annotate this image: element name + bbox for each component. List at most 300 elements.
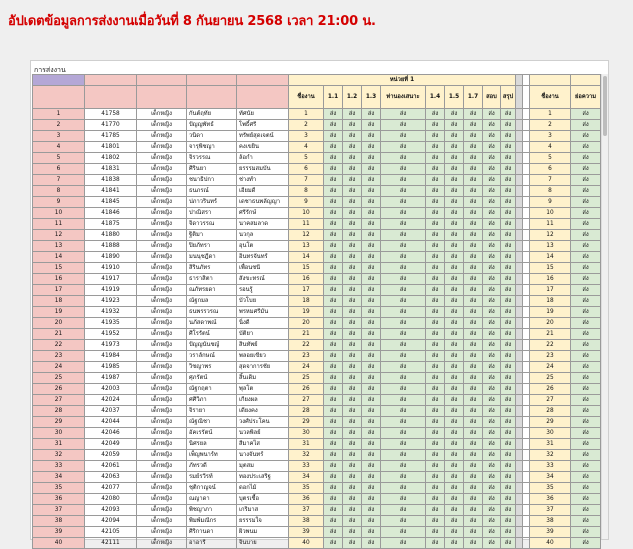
- spacer-cell[interactable]: [523, 340, 530, 351]
- status-1-3[interactable]: ส่ง: [362, 285, 381, 296]
- status-exam[interactable]: ส่ง: [483, 131, 501, 142]
- status-summary[interactable]: ส่ง: [501, 340, 516, 351]
- assignment-number-2[interactable]: 4: [530, 142, 571, 153]
- divider-cell[interactable]: [516, 197, 523, 208]
- assignment-number-2[interactable]: 33: [530, 461, 571, 472]
- student-prefix[interactable]: เด็กหญิง: [137, 285, 187, 296]
- student-prefix[interactable]: เด็กหญิง: [137, 538, 187, 549]
- status-summary[interactable]: ส่ง: [501, 263, 516, 274]
- student-prefix[interactable]: เด็กหญิง: [137, 263, 187, 274]
- student-id[interactable]: 42063: [85, 472, 137, 483]
- status-1-1[interactable]: ส่ง: [324, 307, 343, 318]
- assignment-number[interactable]: 8: [289, 186, 324, 197]
- status-summary-writing[interactable]: ส่ง: [571, 164, 601, 175]
- student-prefix[interactable]: เด็กหญิง: [137, 186, 187, 197]
- student-prefix[interactable]: เด็กหญิง: [137, 175, 187, 186]
- student-prefix[interactable]: เด็กหญิง: [137, 230, 187, 241]
- student-id[interactable]: 41758: [85, 109, 137, 120]
- status-1-5[interactable]: ส่ง: [445, 109, 464, 120]
- table-row[interactable]: [33, 483, 601, 494]
- status-1-4[interactable]: ส่ง: [426, 538, 445, 549]
- assignment-number-2[interactable]: 38: [530, 516, 571, 527]
- spacer-cell[interactable]: [523, 538, 530, 549]
- status-summary-writing[interactable]: ส่ง: [571, 505, 601, 516]
- spacer-cell[interactable]: [523, 406, 530, 417]
- status-1-3[interactable]: ส่ง: [362, 296, 381, 307]
- status-1-5[interactable]: ส่ง: [445, 472, 464, 483]
- assignment-number[interactable]: 22: [289, 340, 324, 351]
- divider-cell[interactable]: [516, 439, 523, 450]
- student-last-name[interactable]: ช่างทำ: [237, 175, 289, 186]
- status-summary-writing[interactable]: ส่ง: [571, 120, 601, 131]
- status-summary-writing[interactable]: ส่ง: [571, 527, 601, 538]
- status-1-4[interactable]: ส่ง: [426, 527, 445, 538]
- student-prefix[interactable]: เด็กหญิง: [137, 527, 187, 538]
- status-summary-writing[interactable]: ส่ง: [571, 263, 601, 274]
- status-1-5[interactable]: ส่ง: [445, 494, 464, 505]
- student-last-name[interactable]: โพธิ์ศรี: [237, 120, 289, 131]
- status-summary-writing[interactable]: ส่ง: [571, 109, 601, 120]
- status-1-4[interactable]: ส่ง: [426, 461, 445, 472]
- student-prefix[interactable]: เด็กหญิง: [137, 483, 187, 494]
- student-id[interactable]: 41932: [85, 307, 137, 318]
- status-exam[interactable]: ส่ง: [483, 252, 501, 263]
- status-1-2[interactable]: ส่ง: [343, 472, 362, 483]
- table-row[interactable]: [33, 175, 601, 186]
- spacer-cell[interactable]: [523, 120, 530, 131]
- status-recitation[interactable]: ส่ง: [381, 395, 426, 406]
- divider-cell[interactable]: [516, 483, 523, 494]
- status-1-2[interactable]: ส่ง: [343, 274, 362, 285]
- divider-cell[interactable]: [516, 208, 523, 219]
- status-exam[interactable]: ส่ง: [483, 164, 501, 175]
- assignment-number[interactable]: 36: [289, 494, 324, 505]
- status-1-7[interactable]: ส่ง: [464, 219, 483, 230]
- row-number[interactable]: 3: [33, 131, 85, 142]
- row-number[interactable]: 28: [33, 406, 85, 417]
- status-summary[interactable]: ส่ง: [501, 241, 516, 252]
- student-first-name[interactable]: ณญาดา: [187, 494, 237, 505]
- assignment-number-2[interactable]: 40: [530, 538, 571, 549]
- status-summary-writing[interactable]: ส่ง: [571, 186, 601, 197]
- status-1-7[interactable]: ส่ง: [464, 307, 483, 318]
- student-first-name[interactable]: พิชญาภา: [187, 505, 237, 516]
- status-1-3[interactable]: ส่ง: [362, 186, 381, 197]
- status-recitation[interactable]: ส่ง: [381, 329, 426, 340]
- table-row[interactable]: [33, 230, 601, 241]
- assignment-number-2[interactable]: 11: [530, 219, 571, 230]
- status-1-4[interactable]: ส่ง: [426, 483, 445, 494]
- status-1-2[interactable]: ส่ง: [343, 329, 362, 340]
- status-1-5[interactable]: ส่ง: [445, 296, 464, 307]
- status-1-4[interactable]: ส่ง: [426, 109, 445, 120]
- student-id[interactable]: 41985: [85, 362, 137, 373]
- status-summary[interactable]: ส่ง: [501, 197, 516, 208]
- student-id[interactable]: 42046: [85, 428, 137, 439]
- status-exam[interactable]: ส่ง: [483, 527, 501, 538]
- student-first-name[interactable]: ปิยภัทรา: [187, 241, 237, 252]
- student-prefix[interactable]: เด็กหญิง: [137, 406, 187, 417]
- status-1-3[interactable]: ส่ง: [362, 417, 381, 428]
- status-1-4[interactable]: ส่ง: [426, 373, 445, 384]
- student-first-name[interactable]: ธาราสิตา: [187, 274, 237, 285]
- status-summary[interactable]: ส่ง: [501, 208, 516, 219]
- student-first-name[interactable]: ณภัทรยดา: [187, 285, 237, 296]
- status-1-2[interactable]: ส่ง: [343, 241, 362, 252]
- row-number[interactable]: 30: [33, 428, 85, 439]
- status-1-1[interactable]: ส่ง: [324, 197, 343, 208]
- assignment-number-2[interactable]: 36: [530, 494, 571, 505]
- row-number[interactable]: 32: [33, 450, 85, 461]
- status-1-3[interactable]: ส่ง: [362, 208, 381, 219]
- status-1-2[interactable]: ส่ง: [343, 494, 362, 505]
- status-1-5[interactable]: ส่ง: [445, 384, 464, 395]
- status-1-4[interactable]: ส่ง: [426, 505, 445, 516]
- status-1-5[interactable]: ส่ง: [445, 428, 464, 439]
- status-1-5[interactable]: ส่ง: [445, 241, 464, 252]
- divider-cell[interactable]: [516, 329, 523, 340]
- status-1-7[interactable]: ส่ง: [464, 186, 483, 197]
- status-1-5[interactable]: ส่ง: [445, 439, 464, 450]
- status-1-2[interactable]: ส่ง: [343, 351, 362, 362]
- status-1-7[interactable]: ส่ง: [464, 483, 483, 494]
- status-summary[interactable]: ส่ง: [501, 351, 516, 362]
- table-row[interactable]: [33, 516, 601, 527]
- status-recitation[interactable]: ส่ง: [381, 274, 426, 285]
- status-recitation[interactable]: ส่ง: [381, 241, 426, 252]
- assignment-number-2[interactable]: 1: [530, 109, 571, 120]
- row-number[interactable]: 27: [33, 395, 85, 406]
- status-1-5[interactable]: ส่ง: [445, 527, 464, 538]
- student-last-name[interactable]: เดชาธนพลัญญา: [237, 197, 289, 208]
- student-first-name[interactable]: ชนาธิปกา: [187, 175, 237, 186]
- row-number[interactable]: 19: [33, 307, 85, 318]
- assignment-number-2[interactable]: 32: [530, 450, 571, 461]
- status-1-5[interactable]: ส่ง: [445, 131, 464, 142]
- table-row[interactable]: [33, 263, 601, 274]
- status-recitation[interactable]: ส่ง: [381, 461, 426, 472]
- status-1-2[interactable]: ส่ง: [343, 417, 362, 428]
- status-summary-writing[interactable]: ส่ง: [571, 516, 601, 527]
- assignment-number[interactable]: 40: [289, 538, 324, 549]
- status-summary[interactable]: ส่ง: [501, 516, 516, 527]
- assignment-number-2[interactable]: 15: [530, 263, 571, 274]
- status-1-7[interactable]: ส่ง: [464, 538, 483, 549]
- status-summary-writing[interactable]: ส่ง: [571, 395, 601, 406]
- assignment-number[interactable]: 10: [289, 208, 324, 219]
- divider-cell[interactable]: [516, 252, 523, 263]
- status-1-3[interactable]: ส่ง: [362, 483, 381, 494]
- student-first-name[interactable]: ศุภรัตน์: [187, 373, 237, 384]
- status-1-2[interactable]: ส่ง: [343, 450, 362, 461]
- assignment-number-2[interactable]: 3: [530, 131, 571, 142]
- status-exam[interactable]: ส่ง: [483, 373, 501, 384]
- status-summary-writing[interactable]: ส่ง: [571, 252, 601, 263]
- student-first-name[interactable]: นิศรยล: [187, 439, 237, 450]
- assignment-number[interactable]: 25: [289, 373, 324, 384]
- student-prefix[interactable]: เด็กหญิง: [137, 241, 187, 252]
- status-summary[interactable]: ส่ง: [501, 395, 516, 406]
- student-first-name[interactable]: ปภาวรินทร์: [187, 197, 237, 208]
- status-1-3[interactable]: ส่ง: [362, 175, 381, 186]
- table-row[interactable]: [33, 164, 601, 175]
- student-prefix[interactable]: เด็กหญิง: [137, 142, 187, 153]
- student-last-name[interactable]: นิ่งดี: [237, 318, 289, 329]
- student-last-name[interactable]: พลอยเขียว: [237, 351, 289, 362]
- status-exam[interactable]: ส่ง: [483, 417, 501, 428]
- status-1-2[interactable]: ส่ง: [343, 384, 362, 395]
- status-recitation[interactable]: ส่ง: [381, 263, 426, 274]
- status-1-7[interactable]: ส่ง: [464, 527, 483, 538]
- status-summary-writing[interactable]: ส่ง: [571, 230, 601, 241]
- student-first-name[interactable]: วราลักษณ์: [187, 351, 237, 362]
- status-1-5[interactable]: ส่ง: [445, 351, 464, 362]
- student-id[interactable]: 41987: [85, 373, 137, 384]
- status-1-5[interactable]: ส่ง: [445, 516, 464, 527]
- status-1-3[interactable]: ส่ง: [362, 241, 381, 252]
- table-row[interactable]: [33, 285, 601, 296]
- assignment-number[interactable]: 3: [289, 131, 324, 142]
- row-number[interactable]: 7: [33, 175, 85, 186]
- status-recitation[interactable]: ส่ง: [381, 428, 426, 439]
- status-1-4[interactable]: ส่ง: [426, 516, 445, 527]
- status-exam[interactable]: ส่ง: [483, 153, 501, 164]
- status-1-1[interactable]: ส่ง: [324, 494, 343, 505]
- status-1-5[interactable]: ส่ง: [445, 208, 464, 219]
- student-id[interactable]: 41888: [85, 241, 137, 252]
- status-1-7[interactable]: ส่ง: [464, 395, 483, 406]
- status-1-2[interactable]: ส่ง: [343, 318, 362, 329]
- student-first-name[interactable]: รมย์รวีรท์: [187, 472, 237, 483]
- assignment-number[interactable]: 19: [289, 307, 324, 318]
- assignment-number[interactable]: 16: [289, 274, 324, 285]
- status-1-7[interactable]: ส่ง: [464, 384, 483, 395]
- status-1-2[interactable]: ส่ง: [343, 186, 362, 197]
- student-last-name[interactable]: สิ้นเดิม: [237, 373, 289, 384]
- status-summary[interactable]: ส่ง: [501, 252, 516, 263]
- student-last-name[interactable]: ทัศนัย: [237, 109, 289, 120]
- status-recitation[interactable]: ส่ง: [381, 351, 426, 362]
- student-id[interactable]: 41841: [85, 186, 137, 197]
- student-first-name[interactable]: ศิรินยา: [187, 164, 237, 175]
- status-summary-writing[interactable]: ส่ง: [571, 351, 601, 362]
- assignment-number[interactable]: 37: [289, 505, 324, 516]
- status-1-1[interactable]: ส่ง: [324, 186, 343, 197]
- divider-cell[interactable]: [516, 142, 523, 153]
- status-1-7[interactable]: ส่ง: [464, 505, 483, 516]
- status-1-2[interactable]: ส่ง: [343, 197, 362, 208]
- status-1-1[interactable]: ส่ง: [324, 428, 343, 439]
- student-prefix[interactable]: เด็กหญิง: [137, 373, 187, 384]
- status-1-2[interactable]: ส่ง: [343, 131, 362, 142]
- status-1-5[interactable]: ส่ง: [445, 142, 464, 153]
- status-recitation[interactable]: ส่ง: [381, 307, 426, 318]
- assignment-number-2[interactable]: 8: [530, 186, 571, 197]
- student-last-name[interactable]: คงเขยิน: [237, 142, 289, 153]
- status-1-7[interactable]: ส่ง: [464, 351, 483, 362]
- status-1-2[interactable]: ส่ง: [343, 175, 362, 186]
- status-1-1[interactable]: ส่ง: [324, 439, 343, 450]
- status-1-3[interactable]: ส่ง: [362, 351, 381, 362]
- status-recitation[interactable]: ส่ง: [381, 131, 426, 142]
- status-1-2[interactable]: ส่ง: [343, 109, 362, 120]
- divider-cell[interactable]: [516, 109, 523, 120]
- status-recitation[interactable]: ส่ง: [381, 197, 426, 208]
- student-id[interactable]: 42061: [85, 461, 137, 472]
- status-1-7[interactable]: ส่ง: [464, 296, 483, 307]
- status-summary[interactable]: ส่ง: [501, 417, 516, 428]
- status-exam[interactable]: ส่ง: [483, 472, 501, 483]
- status-1-1[interactable]: ส่ง: [324, 131, 343, 142]
- status-summary[interactable]: ส่ง: [501, 329, 516, 340]
- spacer-cell[interactable]: [523, 153, 530, 164]
- status-1-1[interactable]: ส่ง: [324, 329, 343, 340]
- assignment-number-2[interactable]: 22: [530, 340, 571, 351]
- status-exam[interactable]: ส่ง: [483, 329, 501, 340]
- status-1-1[interactable]: ส่ง: [324, 406, 343, 417]
- divider-cell[interactable]: [516, 428, 523, 439]
- status-1-3[interactable]: ส่ง: [362, 428, 381, 439]
- status-summary-writing[interactable]: ส่ง: [571, 296, 601, 307]
- status-1-7[interactable]: ส่ง: [464, 439, 483, 450]
- status-exam[interactable]: ส่ง: [483, 505, 501, 516]
- status-1-7[interactable]: ส่ง: [464, 131, 483, 142]
- status-1-1[interactable]: ส่ง: [324, 219, 343, 230]
- status-1-5[interactable]: ส่ง: [445, 252, 464, 263]
- table-row[interactable]: [33, 329, 601, 340]
- student-id[interactable]: 41984: [85, 351, 137, 362]
- divider-cell[interactable]: [516, 131, 523, 142]
- status-1-3[interactable]: ส่ง: [362, 307, 381, 318]
- status-1-7[interactable]: ส่ง: [464, 263, 483, 274]
- assignment-number[interactable]: 1: [289, 109, 324, 120]
- divider-cell[interactable]: [516, 241, 523, 252]
- row-number[interactable]: 20: [33, 318, 85, 329]
- student-first-name[interactable]: ปัญญนันชญ์: [187, 340, 237, 351]
- assignment-number-2[interactable]: 35: [530, 483, 571, 494]
- student-prefix[interactable]: เด็กหญิง: [137, 120, 187, 131]
- status-1-7[interactable]: ส่ง: [464, 241, 483, 252]
- spacer-cell[interactable]: [523, 296, 530, 307]
- student-first-name[interactable]: สิรินภัทร: [187, 263, 237, 274]
- status-recitation[interactable]: ส่ง: [381, 186, 426, 197]
- status-1-3[interactable]: ส่ง: [362, 230, 381, 241]
- status-1-2[interactable]: ส่ง: [343, 439, 362, 450]
- status-1-5[interactable]: ส่ง: [445, 197, 464, 208]
- status-recitation[interactable]: ส่ง: [381, 208, 426, 219]
- assignment-number-2[interactable]: 10: [530, 208, 571, 219]
- spacer-cell[interactable]: [523, 318, 530, 329]
- assignment-number-2[interactable]: 34: [530, 472, 571, 483]
- student-last-name[interactable]: เกียงผล: [237, 395, 289, 406]
- status-summary[interactable]: ส่ง: [501, 428, 516, 439]
- table-row[interactable]: [33, 318, 601, 329]
- student-first-name[interactable]: พิมพ์มณีกร: [187, 516, 237, 527]
- row-number[interactable]: 11: [33, 219, 85, 230]
- assignment-number-2[interactable]: 20: [530, 318, 571, 329]
- status-1-1[interactable]: ส่ง: [324, 395, 343, 406]
- status-1-1[interactable]: ส่ง: [324, 384, 343, 395]
- status-1-3[interactable]: ส่ง: [362, 450, 381, 461]
- assignment-number-2[interactable]: 14: [530, 252, 571, 263]
- student-first-name[interactable]: ศิริกานดา: [187, 527, 237, 538]
- status-1-2[interactable]: ส่ง: [343, 120, 362, 131]
- student-id[interactable]: 42037: [85, 406, 137, 417]
- status-1-4[interactable]: ส่ง: [426, 274, 445, 285]
- assignment-number[interactable]: 15: [289, 263, 324, 274]
- status-summary-writing[interactable]: ส่ง: [571, 131, 601, 142]
- row-number[interactable]: 21: [33, 329, 85, 340]
- spacer-cell[interactable]: [523, 417, 530, 428]
- status-1-5[interactable]: ส่ง: [445, 153, 464, 164]
- assignment-number-2[interactable]: 27: [530, 395, 571, 406]
- spacer-cell[interactable]: [523, 450, 530, 461]
- student-id[interactable]: 42024: [85, 395, 137, 406]
- status-exam[interactable]: ส่ง: [483, 450, 501, 461]
- table-row[interactable]: [33, 219, 601, 230]
- status-exam[interactable]: ส่ง: [483, 406, 501, 417]
- table-row[interactable]: [33, 131, 601, 142]
- student-id[interactable]: 41880: [85, 230, 137, 241]
- row-number[interactable]: 31: [33, 439, 85, 450]
- table-row[interactable]: [33, 505, 601, 516]
- status-1-7[interactable]: ส่ง: [464, 406, 483, 417]
- row-number[interactable]: 29: [33, 417, 85, 428]
- student-prefix[interactable]: เด็กหญิง: [137, 516, 187, 527]
- student-prefix[interactable]: เด็กหญิง: [137, 296, 187, 307]
- status-1-4[interactable]: ส่ง: [426, 120, 445, 131]
- status-summary-writing[interactable]: ส่ง: [571, 362, 601, 373]
- status-recitation[interactable]: ส่ง: [381, 505, 426, 516]
- status-1-2[interactable]: ส่ง: [343, 406, 362, 417]
- spacer-cell[interactable]: [523, 142, 530, 153]
- student-first-name[interactable]: มนนุชฎีดา: [187, 252, 237, 263]
- assignment-number[interactable]: 26: [289, 384, 324, 395]
- student-id[interactable]: 41845: [85, 197, 137, 208]
- status-1-3[interactable]: ส่ง: [362, 164, 381, 175]
- student-id[interactable]: 41952: [85, 329, 137, 340]
- assignment-number[interactable]: 24: [289, 362, 324, 373]
- status-1-2[interactable]: ส่ง: [343, 263, 362, 274]
- student-prefix[interactable]: เด็กหญิง: [137, 109, 187, 120]
- assignment-number-2[interactable]: 24: [530, 362, 571, 373]
- divider-cell[interactable]: [516, 285, 523, 296]
- table-row[interactable]: [33, 208, 601, 219]
- row-number[interactable]: 2: [33, 120, 85, 131]
- status-1-3[interactable]: ส่ง: [362, 406, 381, 417]
- spacer-cell[interactable]: [523, 252, 530, 263]
- student-last-name[interactable]: นาคสมลาด: [237, 219, 289, 230]
- student-id[interactable]: 42080: [85, 494, 137, 505]
- status-1-1[interactable]: ส่ง: [324, 472, 343, 483]
- status-1-5[interactable]: ส่ง: [445, 483, 464, 494]
- status-1-1[interactable]: ส่ง: [324, 483, 343, 494]
- spacer-cell[interactable]: [523, 483, 530, 494]
- status-1-1[interactable]: ส่ง: [324, 340, 343, 351]
- divider-cell[interactable]: [516, 384, 523, 395]
- status-1-3[interactable]: ส่ง: [362, 505, 381, 516]
- status-1-2[interactable]: ส่ง: [343, 527, 362, 538]
- student-first-name[interactable]: ศิโรรัตน์: [187, 329, 237, 340]
- divider-cell[interactable]: [516, 219, 523, 230]
- status-1-5[interactable]: ส่ง: [445, 164, 464, 175]
- status-exam[interactable]: ส่ง: [483, 307, 501, 318]
- student-first-name[interactable]: จิรวรรณ: [187, 153, 237, 164]
- student-id[interactable]: 41919: [85, 285, 137, 296]
- status-1-7[interactable]: ส่ง: [464, 494, 483, 505]
- row-number[interactable]: 18: [33, 296, 85, 307]
- row-number[interactable]: 17: [33, 285, 85, 296]
